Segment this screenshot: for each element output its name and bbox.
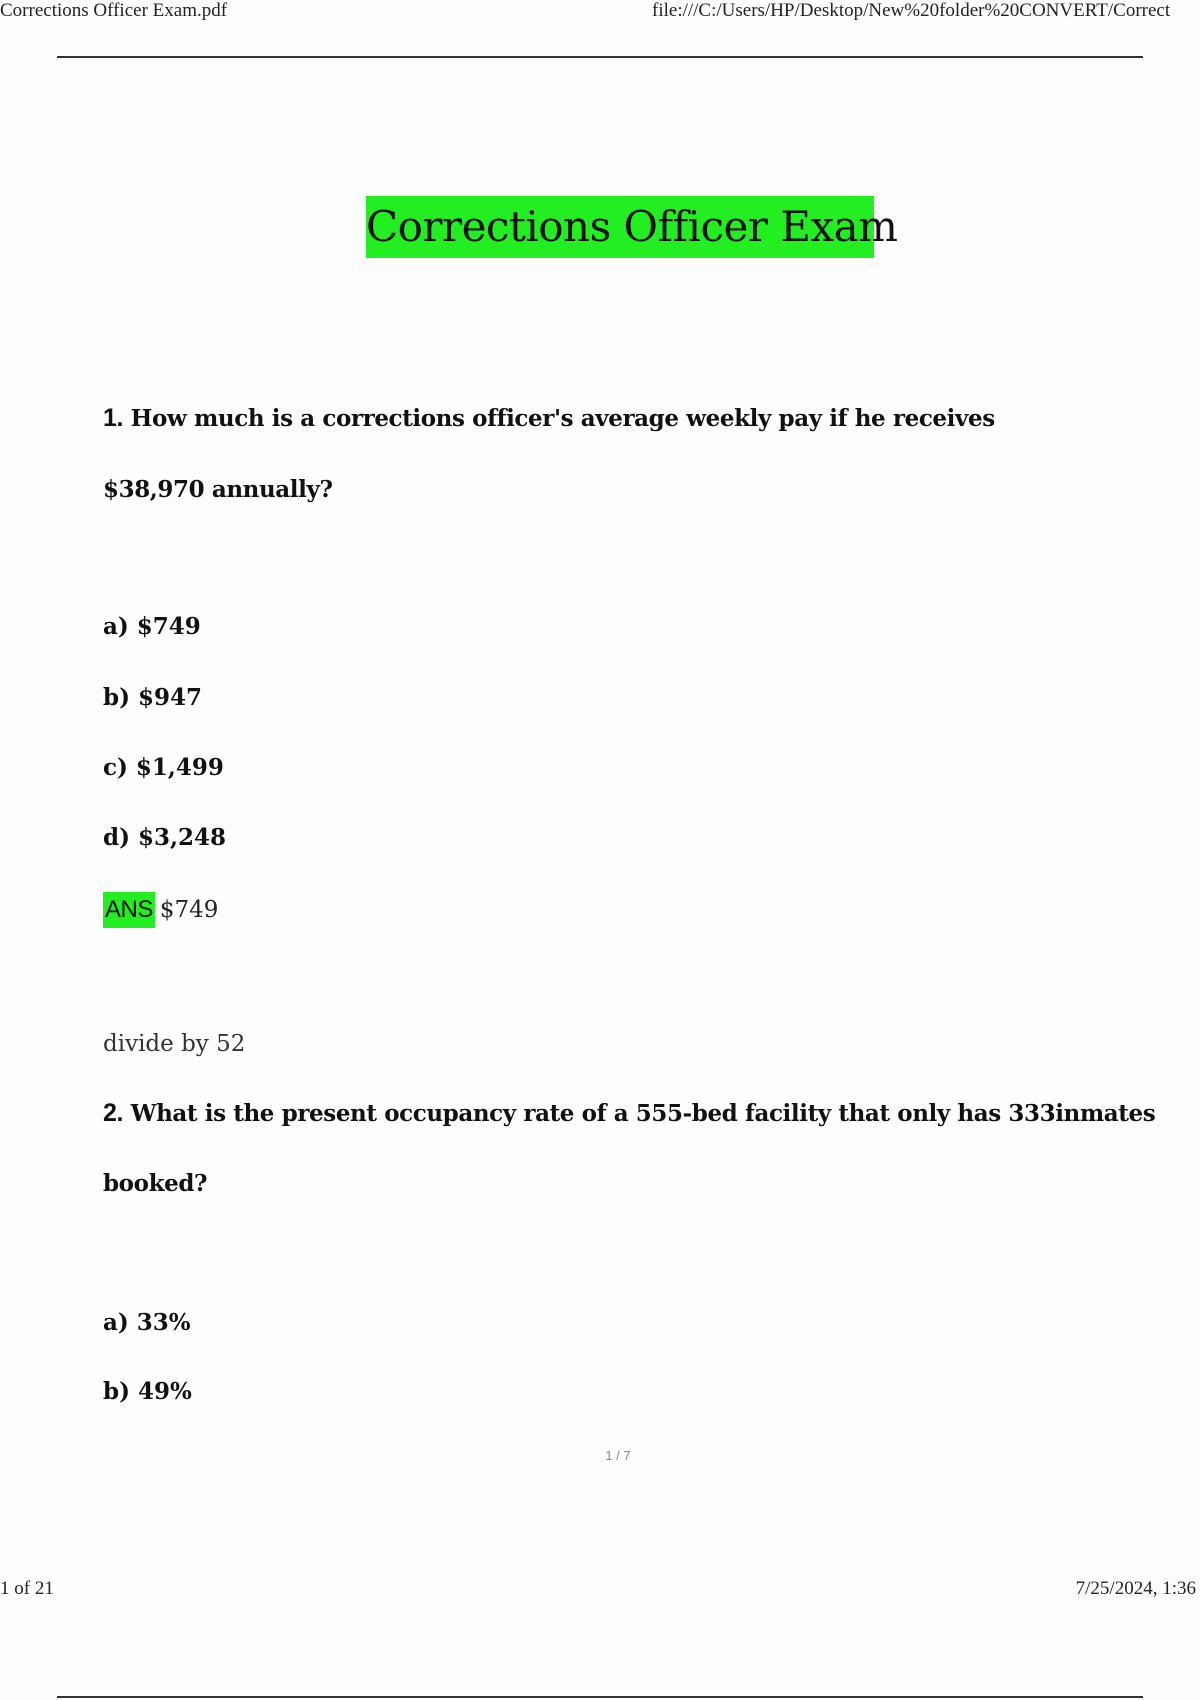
question-2-number: 2. (103, 1099, 124, 1127)
question-1-option-d: d) $3,248 (103, 824, 226, 851)
question-2-text-1: What is the present occupancy rate of a 555-bed facility that only has 333inmates (130, 1100, 1156, 1127)
question-1-text-2: $38,970 annually? (103, 476, 333, 503)
question-1-option-b: b) $947 (103, 684, 202, 711)
question-1-option-c: c) $1,499 (103, 754, 224, 781)
question-1-number: 1. (103, 404, 124, 432)
print-header-file-path: file:///C:/Users/HP/Desktop/New%20folder%20CONVERT/Correct (652, 0, 1171, 21)
question-1-explanation: divide by 52 (103, 1031, 246, 1057)
footer-divider (57, 1696, 1143, 1698)
question-1-line-1 (103, 404, 995, 433)
question-1-text-1: How much is a corrections officer's average weekly pay if he receives (130, 405, 995, 432)
print-footer-datetime: 7/25/2024, 1:36 (1075, 1578, 1196, 1599)
question-2-line-1 (103, 1099, 1155, 1128)
question-2-option-a: a) 33% (103, 1309, 191, 1336)
page-counter: 1 / 7 (605, 1448, 631, 1463)
question-2-text-2: booked? (103, 1170, 208, 1197)
print-footer-page-of: 1 of 21 (0, 1578, 54, 1599)
question-1-answer (103, 892, 218, 928)
header-divider (57, 56, 1143, 58)
print-header (0, 0, 1200, 30)
document-title: Corrections Officer Exam (366, 196, 874, 258)
question-1-option-a: a) $749 (103, 613, 201, 640)
question-2-option-b: b) 49% (103, 1378, 192, 1405)
answer-badge: ANS (103, 892, 155, 928)
answer-value: $749 (159, 897, 219, 923)
print-header-doc-name: Corrections Officer Exam.pdf (0, 0, 228, 21)
